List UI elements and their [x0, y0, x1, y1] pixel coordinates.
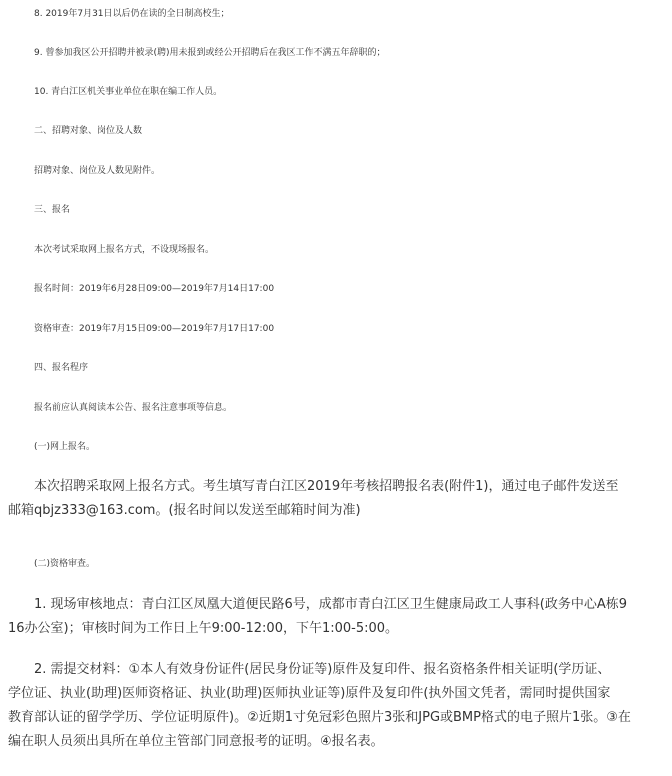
paragraph-required-materials	[8, 658, 666, 754]
text-line: 教育部认证的留学学历、学位证明原件)。②近期1寸免冠彩色照片3张和JPG或BMP格式的电子照片1张。③在	[8, 710, 631, 725]
paragraph-online-registration	[8, 475, 666, 523]
section-heading-2: 二、招聘对象、岗位及人数	[34, 126, 143, 136]
text-line: 16办公室)；审核时间为工作日上午9:00-12:00，下午1:00-5:00。	[8, 621, 399, 636]
qualification-review-time: 资格审查：2019年7月15日09:00—2019年7月17日17:00	[34, 324, 275, 334]
paragraph-registration-method: 本次考试采取网上报名方式，不设现场报名。	[34, 245, 215, 255]
item-8: 8. 2019年7月31日以后仍在读的全日制高校生；	[34, 9, 230, 19]
paragraph-read-notice: 报名前应认真阅读本公告、报名注意事项等信息。	[34, 403, 233, 413]
text-line: 本次招聘采取网上报名方式。考生填写青白江区2019年考核招聘报名表(附件1)，通过电子邮件发送至	[34, 479, 619, 494]
paragraph-positions: 招聘对象、岗位及人数见附件。	[34, 166, 161, 176]
section-heading-3: 三、报名	[34, 205, 71, 215]
item-10: 10. 青白江区机关事业单位在职在编工作人员。	[34, 87, 223, 97]
item-9: 9. 曾参加我区公开招聘并被录(聘)用未报到或经公开招聘后在我区工作不满五年辞职的；	[34, 48, 386, 58]
paragraph-review-location	[8, 593, 666, 641]
text-line: 学位证、执业(助理)医师资格证、执业(助理)医师执业证等)原件及复印件(执外国文凭者，需同时提供国家	[8, 686, 611, 701]
text-line: 编在职人员须出具所在单位主管部门同意报考的证明。④报名表。	[8, 734, 384, 749]
text-line: 1. 现场审核地点：青白江区凤凰大道便民路6号，成都市青白江区卫生健康局政工人事科(政务中心A栋9	[34, 597, 628, 612]
registration-time: 报名时间：2019年6月28日09:00—2019年7月14日17:00	[34, 284, 275, 294]
text-line: 2. 需提交材料：①本人有效身份证件(居民身份证等)原件及复印件、报名资格条件相关证明(学历证、	[34, 662, 611, 677]
section-heading-4: 四、报名程序	[34, 363, 89, 373]
subsection-online-registration: (一)网上报名。	[34, 442, 96, 452]
text-line: 邮箱qbjz333@163.com。(报名时间以发送至邮箱时间为准)	[8, 503, 361, 518]
subsection-qualification-review: (二)资格审查。	[34, 559, 96, 569]
